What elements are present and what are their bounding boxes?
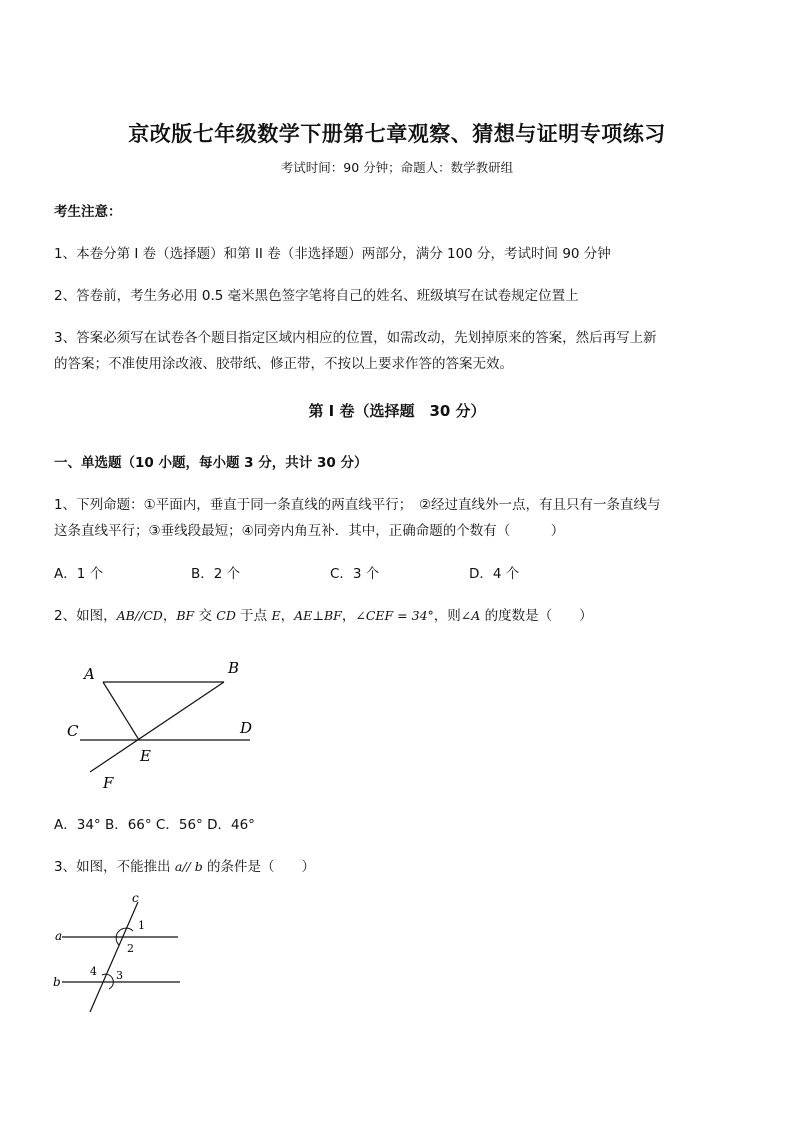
q2-line-bf — [90, 682, 224, 772]
q3-label-2: 2 — [127, 942, 134, 955]
exam-info: 考试时间：90 分钟；命题人：数学教研组 — [280, 160, 514, 175]
q3-label-b: b — [53, 975, 61, 989]
notice-item-1: 1、本卷分第 I 卷（选择题）和第 II 卷（非选择题）两部分，满分 100 分，考试时间 90 分钟 — [54, 246, 611, 262]
page-title: 京改版七年级数学下册第七章观察、猜想与证明专项练习 — [128, 121, 666, 146]
q2-text: ，则 — [433, 608, 461, 624]
q2-label-a: A — [84, 665, 95, 683]
q3-label-3: 3 — [116, 969, 123, 982]
question-1-line-1: 1、下列命题：①平面内，垂直于同一条直线的两直线平行； ②经过直线外一点，有且只有一条直线与 — [54, 497, 661, 513]
q2-label-f: F — [103, 774, 114, 792]
notice-item-3: 3、答案必须写在试卷各个题目指定区域内相应的位置，如需改动，先划掉原来的答案，然后再写上新 — [54, 330, 657, 346]
q2-text: ， — [162, 608, 177, 624]
question-1-line-2: 这条直线平行；③垂线段最短；④同旁内角互补．其中，正确命题的个数有（ ） — [54, 523, 565, 539]
question-3-stem — [54, 855, 315, 875]
q3-label-1: 1 — [138, 919, 145, 932]
q2-math-parallel: AB//CD — [116, 608, 163, 623]
q2-options: A．34° B．66° C．56° D．46° — [54, 817, 255, 833]
q2-math-bf: BF — [176, 608, 195, 623]
q2-text: 的度数是（ ） — [480, 608, 593, 624]
q3-text: 的条件是（ ） — [202, 859, 316, 875]
q2-segment-ae — [103, 682, 139, 740]
notice-item-3-cont: 的答案；不准使用涂改液、胶带纸、修正带，不按以上要求作答的答案无效。 — [54, 356, 513, 372]
q3-label-4: 4 — [90, 965, 97, 978]
q2-text: 交 — [194, 608, 217, 624]
q3-math-parallel: a// b — [174, 859, 203, 874]
q2-label-d: D — [240, 719, 253, 737]
q3-label-a: a — [55, 929, 63, 943]
section-title: 第 I 卷（选择题 30 分） — [308, 402, 486, 420]
q1-option-c: C．3 个 — [330, 566, 380, 582]
q2-math-cd: CD — [216, 608, 236, 623]
q1-option-a: A．1 个 — [54, 566, 104, 582]
q2-text: 2、如图， — [54, 608, 117, 624]
q1-option-b: B．2 个 — [191, 566, 241, 582]
q3-text: 3、如图，不能推出 — [54, 859, 175, 875]
q2-label-e: E — [140, 747, 151, 765]
q2-math-angle-a: ∠A — [460, 608, 481, 623]
q2-label-b: B — [228, 659, 240, 677]
notice-item-2: 2、答卷前，考生务必用 0.5 毫米黑色签字笔将自己的姓名、班级填写在试卷规定位置上 — [54, 288, 579, 304]
q2-text: 于点 — [235, 608, 272, 624]
q2-text: ， — [341, 608, 356, 624]
q2-text: ， — [280, 608, 295, 624]
q2-math-e: E — [271, 608, 281, 623]
q2-math-angle-cef: ∠CEF = 34° — [355, 608, 434, 623]
part-heading: 一、单选题（10 小题，每小题 3 分，共计 30 分） — [54, 455, 368, 471]
notice-heading: 考生注意： — [54, 204, 122, 220]
q2-math-perp: AE⊥BF — [294, 608, 342, 623]
q1-option-d: D．4 个 — [469, 566, 520, 582]
q3-label-c: c — [132, 891, 139, 905]
q3-line-c — [90, 902, 138, 1012]
q2-label-c: C — [67, 722, 79, 740]
